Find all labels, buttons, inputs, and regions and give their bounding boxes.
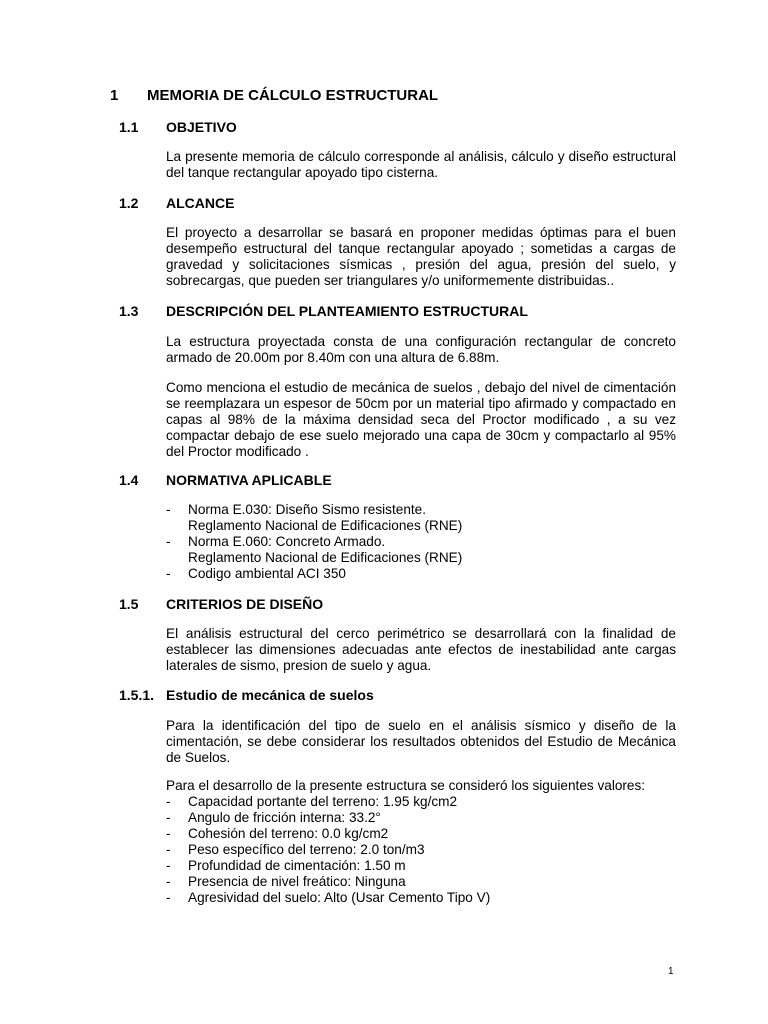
section-number: 1: [110, 87, 119, 104]
section-title: Estudio de mecánica de suelos: [166, 687, 374, 703]
page-number: 1: [668, 966, 674, 977]
list-item: - Norma E.060: Concreto Armado.: [166, 534, 386, 549]
list-item: - Norma E.030: Diseño Sismo resistente.: [166, 502, 426, 517]
objetivo-paragraph: La presente memoria de cálculo corresponde al análisis, cálculo y diseño estructural del tanque rectangular apoyado tipo cisterna.: [166, 149, 676, 180]
list-item: - Peso específico del terreno: 2.0 ton/m3: [166, 842, 425, 857]
section-number: 1.4: [119, 472, 139, 488]
list-item: - Agresividad del suelo: Alto (Usar Cemento Tipo V): [166, 890, 491, 905]
list-item: - Codigo ambiental ACI 350: [166, 566, 346, 581]
section-number: 1.5.1.: [119, 687, 155, 703]
section-number: 1.1: [119, 119, 139, 135]
suelos-paragraph-2: Para el desarrollo de la presente estructura se consideró los siguientes valores:: [166, 778, 646, 793]
section-number: 1.5: [119, 596, 139, 612]
list-item: - Profundidad de cimentación: 1.50 m: [166, 858, 406, 873]
section-title: DESCRIPCIÓN DEL PLANTEAMIENTO ESTRUCTURAL: [166, 303, 528, 319]
list-item: - Angulo de fricción interna: 33.2°: [166, 810, 381, 825]
list-item: Reglamento Nacional de Edificaciones (RNE): [188, 518, 463, 533]
section-title: OBJETIVO: [166, 119, 237, 135]
section-number: 1.3: [119, 303, 139, 319]
list-item: - Capacidad portante del terreno: 1.95 kg/cm2: [166, 794, 458, 809]
list-item: - Presencia de nivel freático: Ninguna: [166, 874, 406, 889]
criterios-paragraph: El análisis estructural del cerco perimétrico se desarrollará con la finalidad de establecer las dimensiones adecuadas ante efectos de inestabilidad ante cargas laterales de sismo, presion de suelo y agua.: [166, 626, 676, 673]
descripcion-paragraph-2: Como menciona el estudio de mecánica de suelos , debajo del nivel de cimentación se reemplazara un espesor de 50cm por un material tipo afirmado y compactado en capas al 98% de la máxima densidad seca del Proctor modificado , a su vez compactar debajo de ese suelo mejorado una capa de 30cm y compactarlo al 95% del Proctor modificado .: [166, 380, 676, 459]
descripcion-paragraph-1: La estructura proyectada consta de una configuración rectangular de concreto armado de 20.00m por 8.40m con una altura de 6.88m.: [166, 334, 676, 365]
alcance-paragraph: El proyecto a desarrollar se basará en proponer medidas óptimas para el buen desempeño estructural del tanque rectangular apoyado ; sometidas a cargas de gravedad y solicitaciones sísmicas , presión del agua, presión del suelo, y sobrecargas, que pueden ser triangulares y/o uniformemente distribuidas..: [166, 225, 676, 288]
normativa-list: [166, 502, 686, 582]
section-title: CRITERIOS DE DISEÑO: [166, 596, 324, 612]
section-title: ALCANCE: [166, 195, 235, 211]
suelos-values-list: [166, 794, 686, 906]
list-item: Reglamento Nacional de Edificaciones (RNE): [188, 550, 463, 565]
section-title: NORMATIVA APLICABLE: [166, 472, 332, 488]
list-item: - Cohesión del terreno: 0.0 kg/cm2: [166, 826, 389, 841]
section-title: MEMORIA DE CÁLCULO ESTRUCTURAL: [147, 87, 439, 104]
section-number: 1.2: [119, 195, 139, 211]
suelos-paragraph-1: Para la identificación del tipo de suelo en el análisis sísmico y diseño de la cimentación, se debe considerar los resultados obtenidos del Estudio de Mecánica de Suelos.: [166, 718, 676, 765]
